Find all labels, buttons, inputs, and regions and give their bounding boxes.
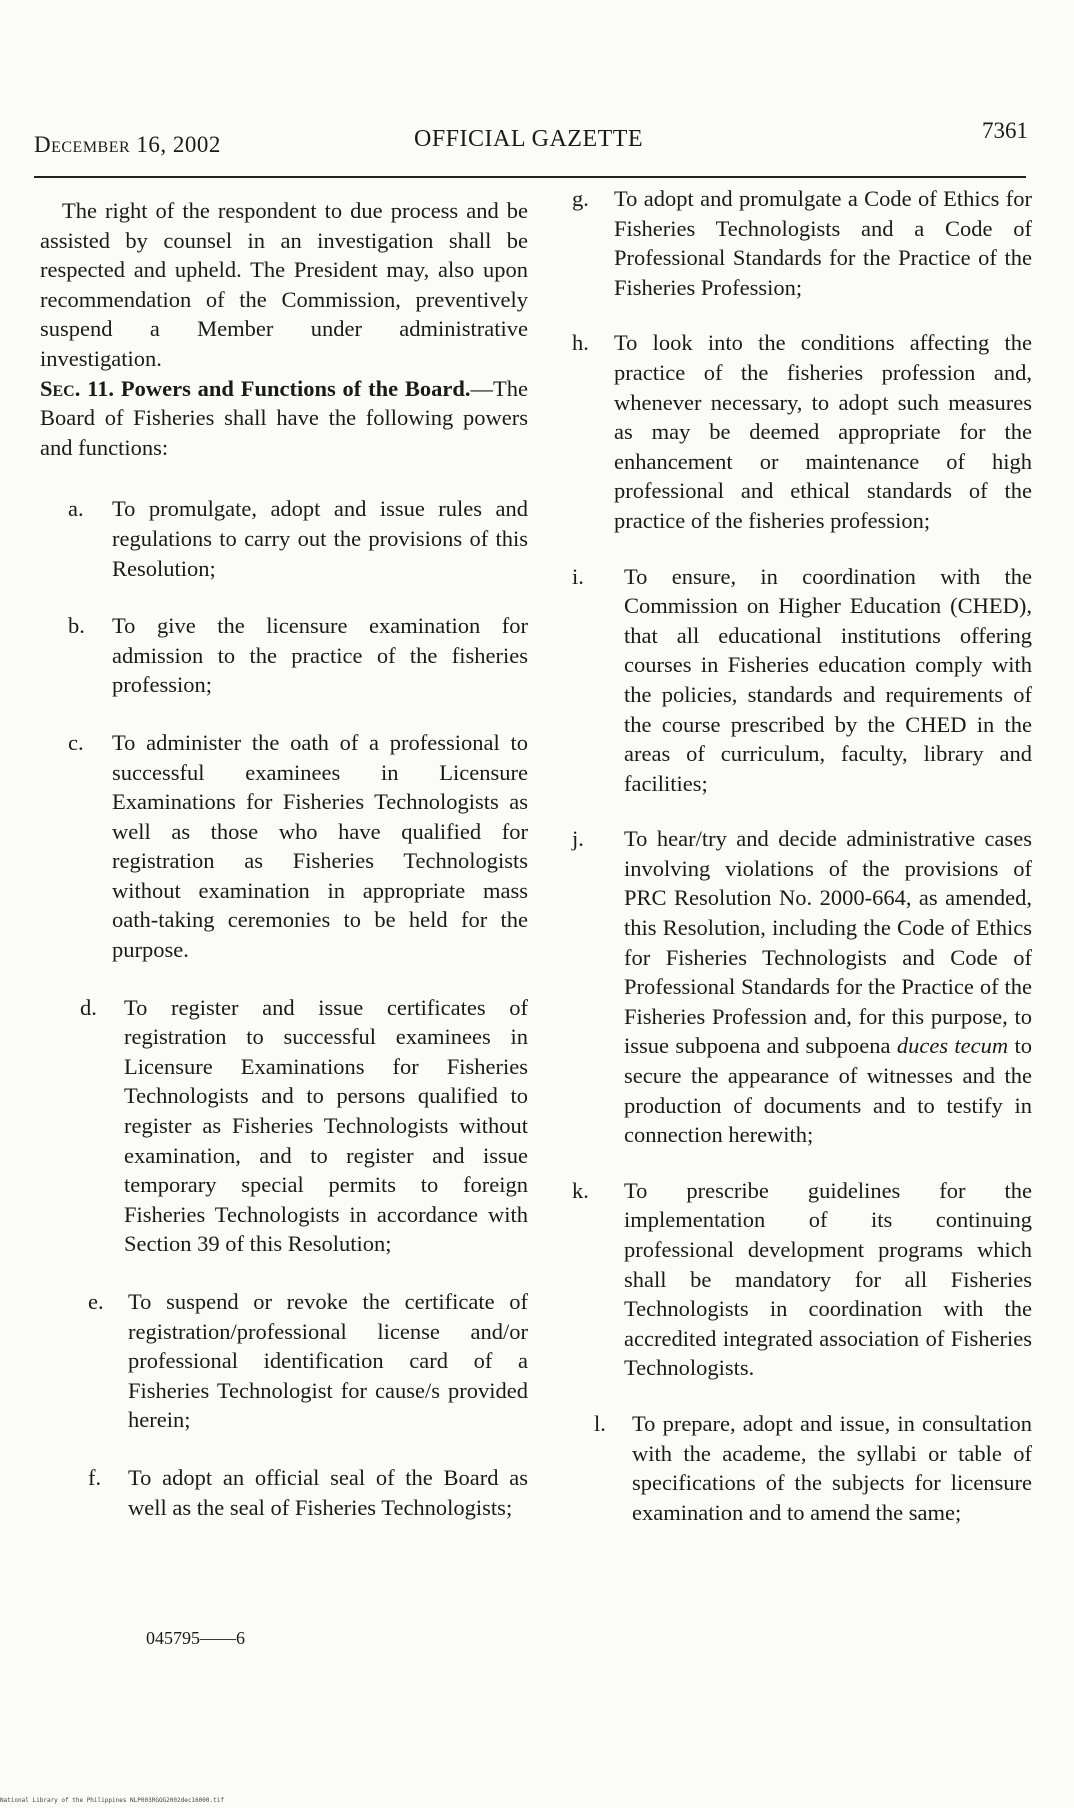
header-publication-title: OFFICIAL GAZETTE [414, 126, 644, 152]
section-intro: —The Board of Fisheries shall have the following powers and functions: [40, 375, 529, 460]
list-item-label: h. [572, 330, 589, 356]
list-item-label: g. [572, 186, 589, 211]
list-item [40, 611, 528, 700]
section-heading [40, 374, 528, 463]
list-item [40, 728, 528, 965]
list-item [572, 824, 1032, 1150]
list-item-label: c. [68, 729, 84, 755]
left-column [40, 196, 528, 1522]
list-item-label: k. [572, 1177, 589, 1203]
list-item [40, 1287, 528, 1435]
scan-note: National Library of the Philippines NLP003RGOG2002dec16000.tif [0, 1797, 224, 1804]
list-item-label: j. [572, 826, 584, 852]
right-column [572, 186, 1033, 1527]
list-item [572, 1409, 1032, 1527]
list-item-text: To give the licensure examination for admission to the practice of the fisheries profession; [112, 613, 528, 698]
section-title: Powers and Functions of the Board. [120, 375, 471, 401]
list-item-text: To adopt and promulgate a Code of Ethics for Fisheries Technologists and a Code of Professional Standards for the Practice of the Fisheries Profession; [614, 186, 1032, 300]
list-item [40, 993, 528, 1259]
list-item-label: d. [80, 994, 97, 1020]
header-page-number: 7361 [982, 118, 1028, 143]
list-item-text: To administer the oath of a professional to successful examinees in Licensure Examinations for Fisheries Technologists as well as those who have qualified for registration as Fisheries Technologists without examination in appropriate mass oath-taking ceremonies to be held for the purpose. [112, 729, 528, 963]
list-item-label: a. [68, 496, 84, 522]
print-code: 045795——6 [146, 1628, 245, 1648]
list-item-text: To look into the conditions affecting the practice of the fisheries profession and, whenever necessary, to adopt such measures as may be deemed appropriate for the enhancement or maintenance of high professional and ethical standards of the practice of the fisheries profession; [614, 330, 1032, 533]
list-item-text: To prescribe guidelines for the implementation of its continuing professional development programs which shall be mandatory for all Fisheries Technologists in coordination with the accredited integrated association of Fisheries Technologists. [624, 1177, 1032, 1381]
list-item-text: To prepare, adopt and issue, in consultation with the academe, the syllabi or table of specifications of the subjects for licensure examination and to amend the same; [632, 1410, 1032, 1525]
list-item [40, 1463, 528, 1522]
list-item [572, 184, 1032, 302]
list-item-text: To ensure, in coordination with the Commission on Higher Education (CHED), that all educational institutions offering courses in Fisheries education comply with the policies, standards and requirements of the course prescribed by the CHED in the areas of curriculum, faculty, library and facilities; [624, 563, 1032, 796]
list-item [572, 562, 1032, 799]
list-item-label: l. [594, 1410, 606, 1436]
section-label: Sec. 11. [40, 375, 115, 401]
list-item-text: To suspend or revoke the certificate of registration/professional license and/or professional identification card of a Fisheries Technologist for cause/s provided herein; [128, 1289, 528, 1433]
list-item-label: b. [68, 613, 85, 639]
header-date: December 16, 2002 [34, 132, 221, 157]
list-item-text-part: To hear/try and decide administrative cases involving violations of the provisions of PRC Resolution No. 2000-664, as amended, this Resolution, including the Code of Ethics for Fisheries Technologists and Code of Professional Standards for the Practice of the Fisheries Profession and, for this purpose, to issue subpoena and subpoena [624, 826, 1032, 1059]
page-header [34, 118, 1028, 164]
list-item-text: To register and issue certificates of registration to successful examinees in Licensure Examinations for Fisheries Technologists and to persons qualified to register as Fisheries Technologists without examination, and to register and issue temporary special permits to foreign Fisheries Technologists in accordance with Section 39 of this Resolution; [124, 994, 528, 1257]
list-item [40, 494, 528, 583]
list-item [572, 1176, 1032, 1383]
header-rule [34, 176, 1026, 178]
list-item-label: i. [572, 563, 584, 589]
list-item-text [624, 826, 1032, 1147]
intro-paragraph: The right of the respondent to due process and be assisted by counsel in an investigation shall be respected and upheld. The President may, also upon recommendation of the Commission, preventively suspend a Member under administrative investigation. [40, 198, 528, 371]
list-item-label: e. [88, 1289, 104, 1314]
list-item-text: To adopt an official seal of the Board as well as the seal of Fisheries Technologists; [128, 1464, 528, 1520]
italic-term: duces tecum [896, 1033, 1009, 1059]
list-item-label: f. [88, 1464, 102, 1490]
list-item-text: To promulgate, adopt and issue rules and regulations to carry out the provisions of this Resolution; [112, 496, 528, 581]
list-item-text-part: to secure the appearance of witnesses and the production of documents and to testify in connection herewith; [624, 1033, 1033, 1148]
list-item [572, 328, 1032, 535]
